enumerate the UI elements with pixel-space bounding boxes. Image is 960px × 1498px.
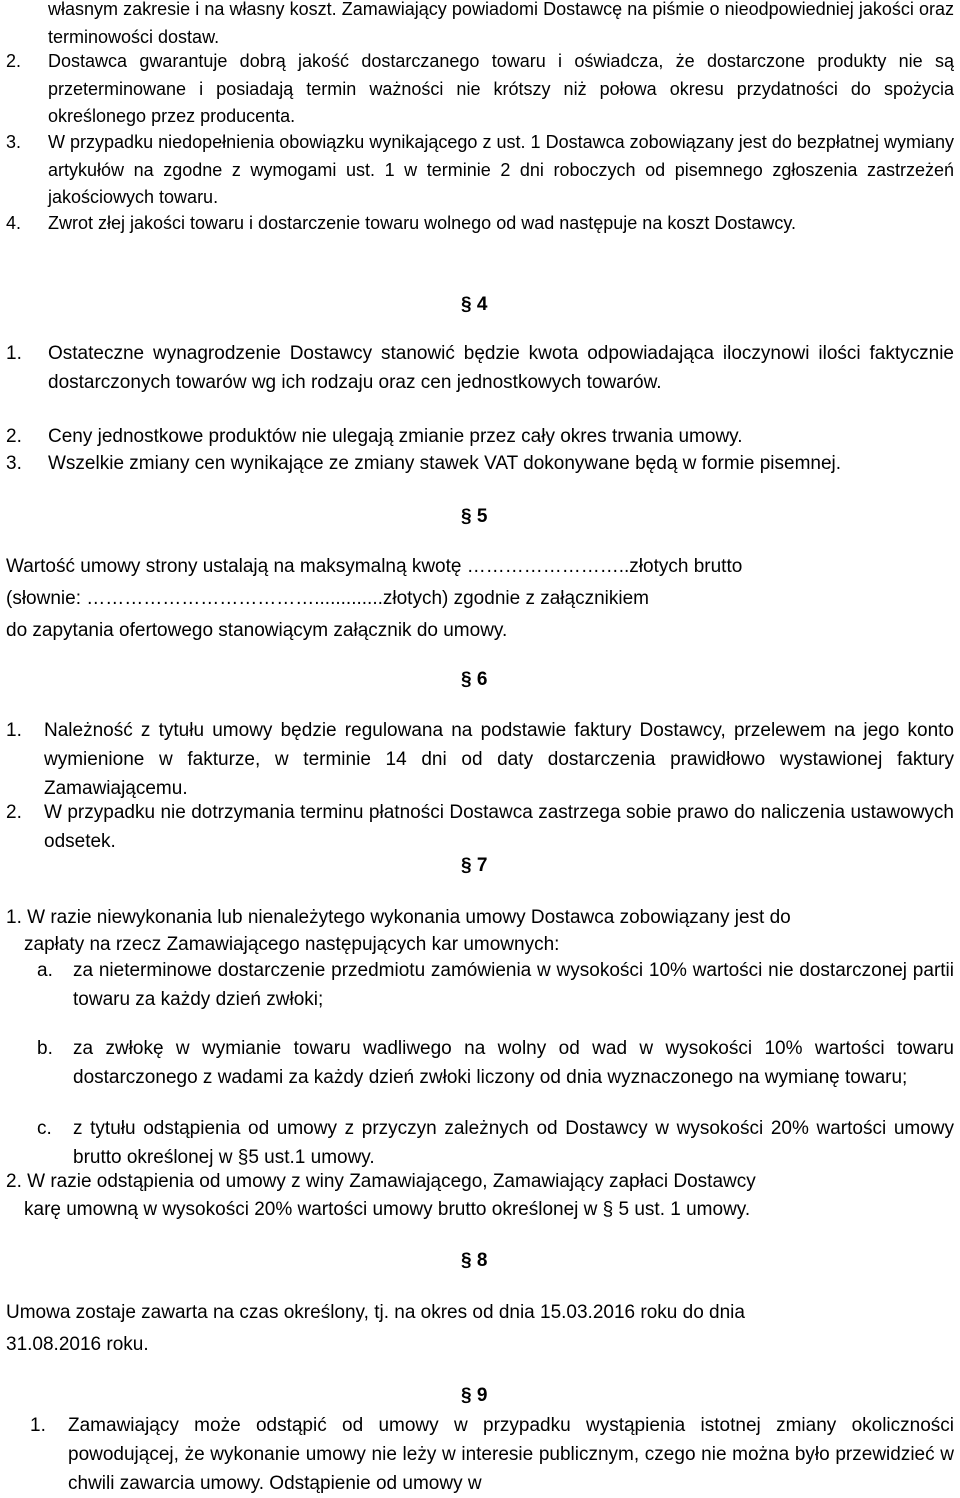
contract-period-line: Umowa zostaje zawarta na czas określony, tj. na okres od dnia 15.03.2016 roku do dnia	[6, 1302, 745, 1323]
list-item-text: Dostawca gwarantuje dobrą jakość dostarczanego towaru i oświadcza, że dostarczone produkty nie są przeterminowane i posiadają termin ważności nie krótszy niż połowa okresu przydatności do spożycia określonego przez producenta.	[48, 51, 954, 126]
section-heading: § 9	[461, 1385, 488, 1406]
list-item-text: Należność z tytułu umowy będzie regulowana na podstawie faktury Dostawcy, przelewem na jego konto wymienione w fakturze, w terminie 14 dni od daty dostarczenia prawidłowo wystawionej faktury Zamawiającemu.	[44, 720, 954, 799]
list-item-text: Wszelkie zmiany cen wynikające ze zmiany stawek VAT dokonywane będą w formie pisemnej.	[48, 453, 842, 474]
penalty-withdrawal-line: 2. W razie odstąpienia od umowy z winy Zamawiającego, Zamawiający zapłaci Dostawcy	[6, 1171, 756, 1192]
section-heading: § 4	[461, 294, 488, 315]
paragraph-continuation: własnym zakresie i na własny koszt. Zamawiający powiadomi Dostawcę na piśmie o nieodpowiedniej jakości oraz terminowości dostaw.	[48, 0, 954, 47]
list-item-text: za nieterminowe dostarczenie przedmiotu zamówienia w wysokości 10% wartości nie dostarczonej partii towaru za każdy dzień zwłoki;	[73, 960, 954, 1010]
list-item-text: z tytułu odstąpienia od umowy z przyczyn zależnych od Dostawcy w wysokości 20% wartości umowy brutto określonej w §5 ust.1 umowy.	[73, 1118, 954, 1168]
contract-value-words-line: (słownie: ……………………………….............złotych) zgodnie z załącznikiem	[6, 588, 649, 609]
section-heading: § 7	[461, 855, 488, 876]
list-item-text: W przypadku nie dotrzymania terminu płatności Dostawca zastrzega sobie prawo do naliczenia ustawowych odsetek.	[44, 802, 954, 852]
penalty-intro-line: 1. W razie niewykonania lub nienależytego wykonania umowy Dostawca zobowiązany jest do	[6, 907, 791, 928]
list-number: 4.	[6, 213, 22, 233]
list-number: 3.	[6, 132, 22, 152]
list-number: 3.	[6, 453, 22, 474]
list-letter: a.	[37, 960, 53, 981]
list-item-text: Zwrot złej jakości towaru i dostarczenie towaru wolnego od wad następuje na koszt Dostawcy.	[48, 213, 797, 233]
list-item-text: Zamawiający może odstąpić od umowy w przypadku wystąpienia istotnej zmiany okoliczności powodującej, że wykonanie umowy nie leży w interesie publicznym, czego nie można było przewidzieć w chwili zawarcia umowy. Odstąpienie od umowy w	[68, 1415, 954, 1494]
list-letter: c.	[37, 1118, 52, 1139]
list-item-text: Ostateczne wynagrodzenie Dostawcy stanowić będzie kwota odpowiadająca iloczynowi ilości faktycznie dostarczonych towarów wg ich rodzaju oraz cen jednostkowych towarów.	[48, 343, 954, 393]
section-heading: § 6	[461, 669, 488, 690]
list-item-text: W przypadku niedopełnienia obowiązku wynikającego z ust. 1 Dostawca zobowiązany jest do bezpłatnej wymiany artykułów na zgodne z wymogami ust. 1 w terminie 2 dni roboczych od pisemnego zgłoszenia zastrzeżeń jakościowych towaru.	[48, 132, 954, 207]
contract-value-line: Wartość umowy strony ustalają na maksymalną kwotę ……………………..złotych brutto	[6, 556, 743, 577]
list-item-text: za zwłokę w wymianie towaru wadliwego na wolny od wad w wysokości 10% wartości towaru dostarczonego z wadami za każdy dzień zwłoki liczony od dnia wyznaczonego na wymianę towaru;	[73, 1038, 954, 1088]
list-number: 2.	[6, 51, 22, 71]
list-number: 1.	[30, 1415, 46, 1436]
list-letter: b.	[37, 1038, 53, 1059]
section-heading: § 5	[461, 506, 488, 527]
penalty-withdrawal-line: karę umowną w wysokości 20% wartości umowy brutto określonej w § 5 ust. 1 umowy.	[24, 1199, 751, 1220]
section-heading: § 8	[461, 1250, 488, 1271]
list-number: 1.	[6, 720, 22, 741]
list-number: 2.	[6, 426, 22, 447]
contract-value-annex-line: do zapytania ofertowego stanowiącym załącznik do umowy.	[6, 620, 508, 641]
list-number: 2.	[6, 802, 22, 823]
list-item-text: Ceny jednostkowe produktów nie ulegają zmianie przez cały okres trwania umowy.	[48, 426, 743, 447]
penalty-intro-line: zapłaty na rzecz Zamawiającego następujących kar umownych:	[24, 934, 560, 955]
list-number: 1.	[6, 343, 22, 364]
contract-period-line: 31.08.2016 roku.	[6, 1334, 149, 1355]
